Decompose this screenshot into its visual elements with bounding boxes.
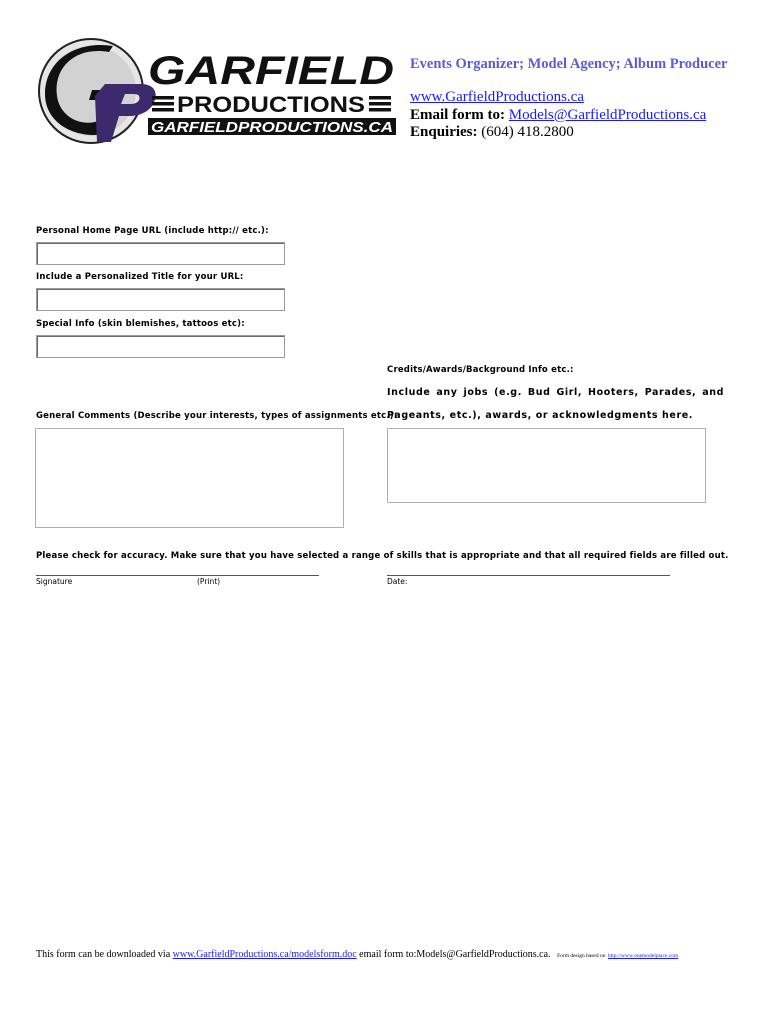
email-row: [410, 107, 706, 124]
website-link[interactable]: www.GarfieldProductions.ca: [410, 89, 584, 105]
credits-description-line2: Pageants, etc.), awards, or acknowledgments here.: [387, 410, 693, 421]
date-label: Date:: [387, 577, 408, 586]
footer-design-prefix: Form design based on: [557, 953, 606, 959]
company-logo: [35, 38, 400, 146]
general-comments-textarea[interactable]: [35, 428, 344, 528]
email-label: Email form to:: [410, 107, 505, 123]
general-comments-label: General Comments (Describe your interests, types of assignments etc.):: [36, 411, 398, 421]
footer-design-link[interactable]: http://www.onemodelplace.com: [608, 953, 679, 959]
homepage-url-label: Personal Home Page URL (include http:// etc.):: [36, 226, 269, 236]
footer-download-link[interactable]: www.GarfieldProductions.ca/modelsform.doc: [172, 949, 357, 960]
personalized-title-input[interactable]: [36, 288, 285, 311]
logo-brand-middle: PRODUCTIONS: [177, 92, 365, 117]
phone-number: (604) 418.2800: [481, 124, 574, 140]
logo-brand-url: GARFIELDPRODUCTIONS.CA: [151, 119, 393, 136]
enquiries-label: Enquiries:: [410, 124, 478, 140]
homepage-url-input[interactable]: [36, 242, 285, 265]
date-line[interactable]: [387, 575, 670, 576]
logo-brand-top: GARFIELD: [148, 49, 394, 93]
footer-email-text: email form to:Models@GarfieldProductions.ca.: [359, 949, 551, 960]
logo-graphic: [35, 38, 400, 146]
print-label: (Print): [197, 577, 221, 586]
footer: [36, 949, 678, 960]
credits-textarea[interactable]: [387, 428, 706, 503]
footer-prefix: This form can be downloaded via: [36, 949, 171, 960]
signature-line[interactable]: [36, 575, 319, 576]
tagline: Events Organizer; Model Agency; Album Producer: [410, 56, 728, 72]
email-link[interactable]: Models@GarfieldProductions.ca: [508, 107, 707, 123]
special-info-label: Special Info (skin blemishes, tattoos etc):: [36, 319, 245, 329]
credits-label: Credits/Awards/Background Info etc.:: [387, 365, 574, 375]
special-info-input[interactable]: [36, 335, 285, 358]
personalized-title-label: Include a Personalized Title for your URL:: [36, 272, 244, 282]
credits-description-line1: Include any jobs (e.g. Bud Girl, Hooters, Parades, and: [387, 387, 724, 398]
signature-label: Signature: [36, 577, 73, 586]
accuracy-note: Please check for accuracy. Make sure that you have selected a range of skills that is appropriate and that all required fields are filled out.: [36, 551, 729, 561]
enquiries-row: [410, 124, 574, 141]
